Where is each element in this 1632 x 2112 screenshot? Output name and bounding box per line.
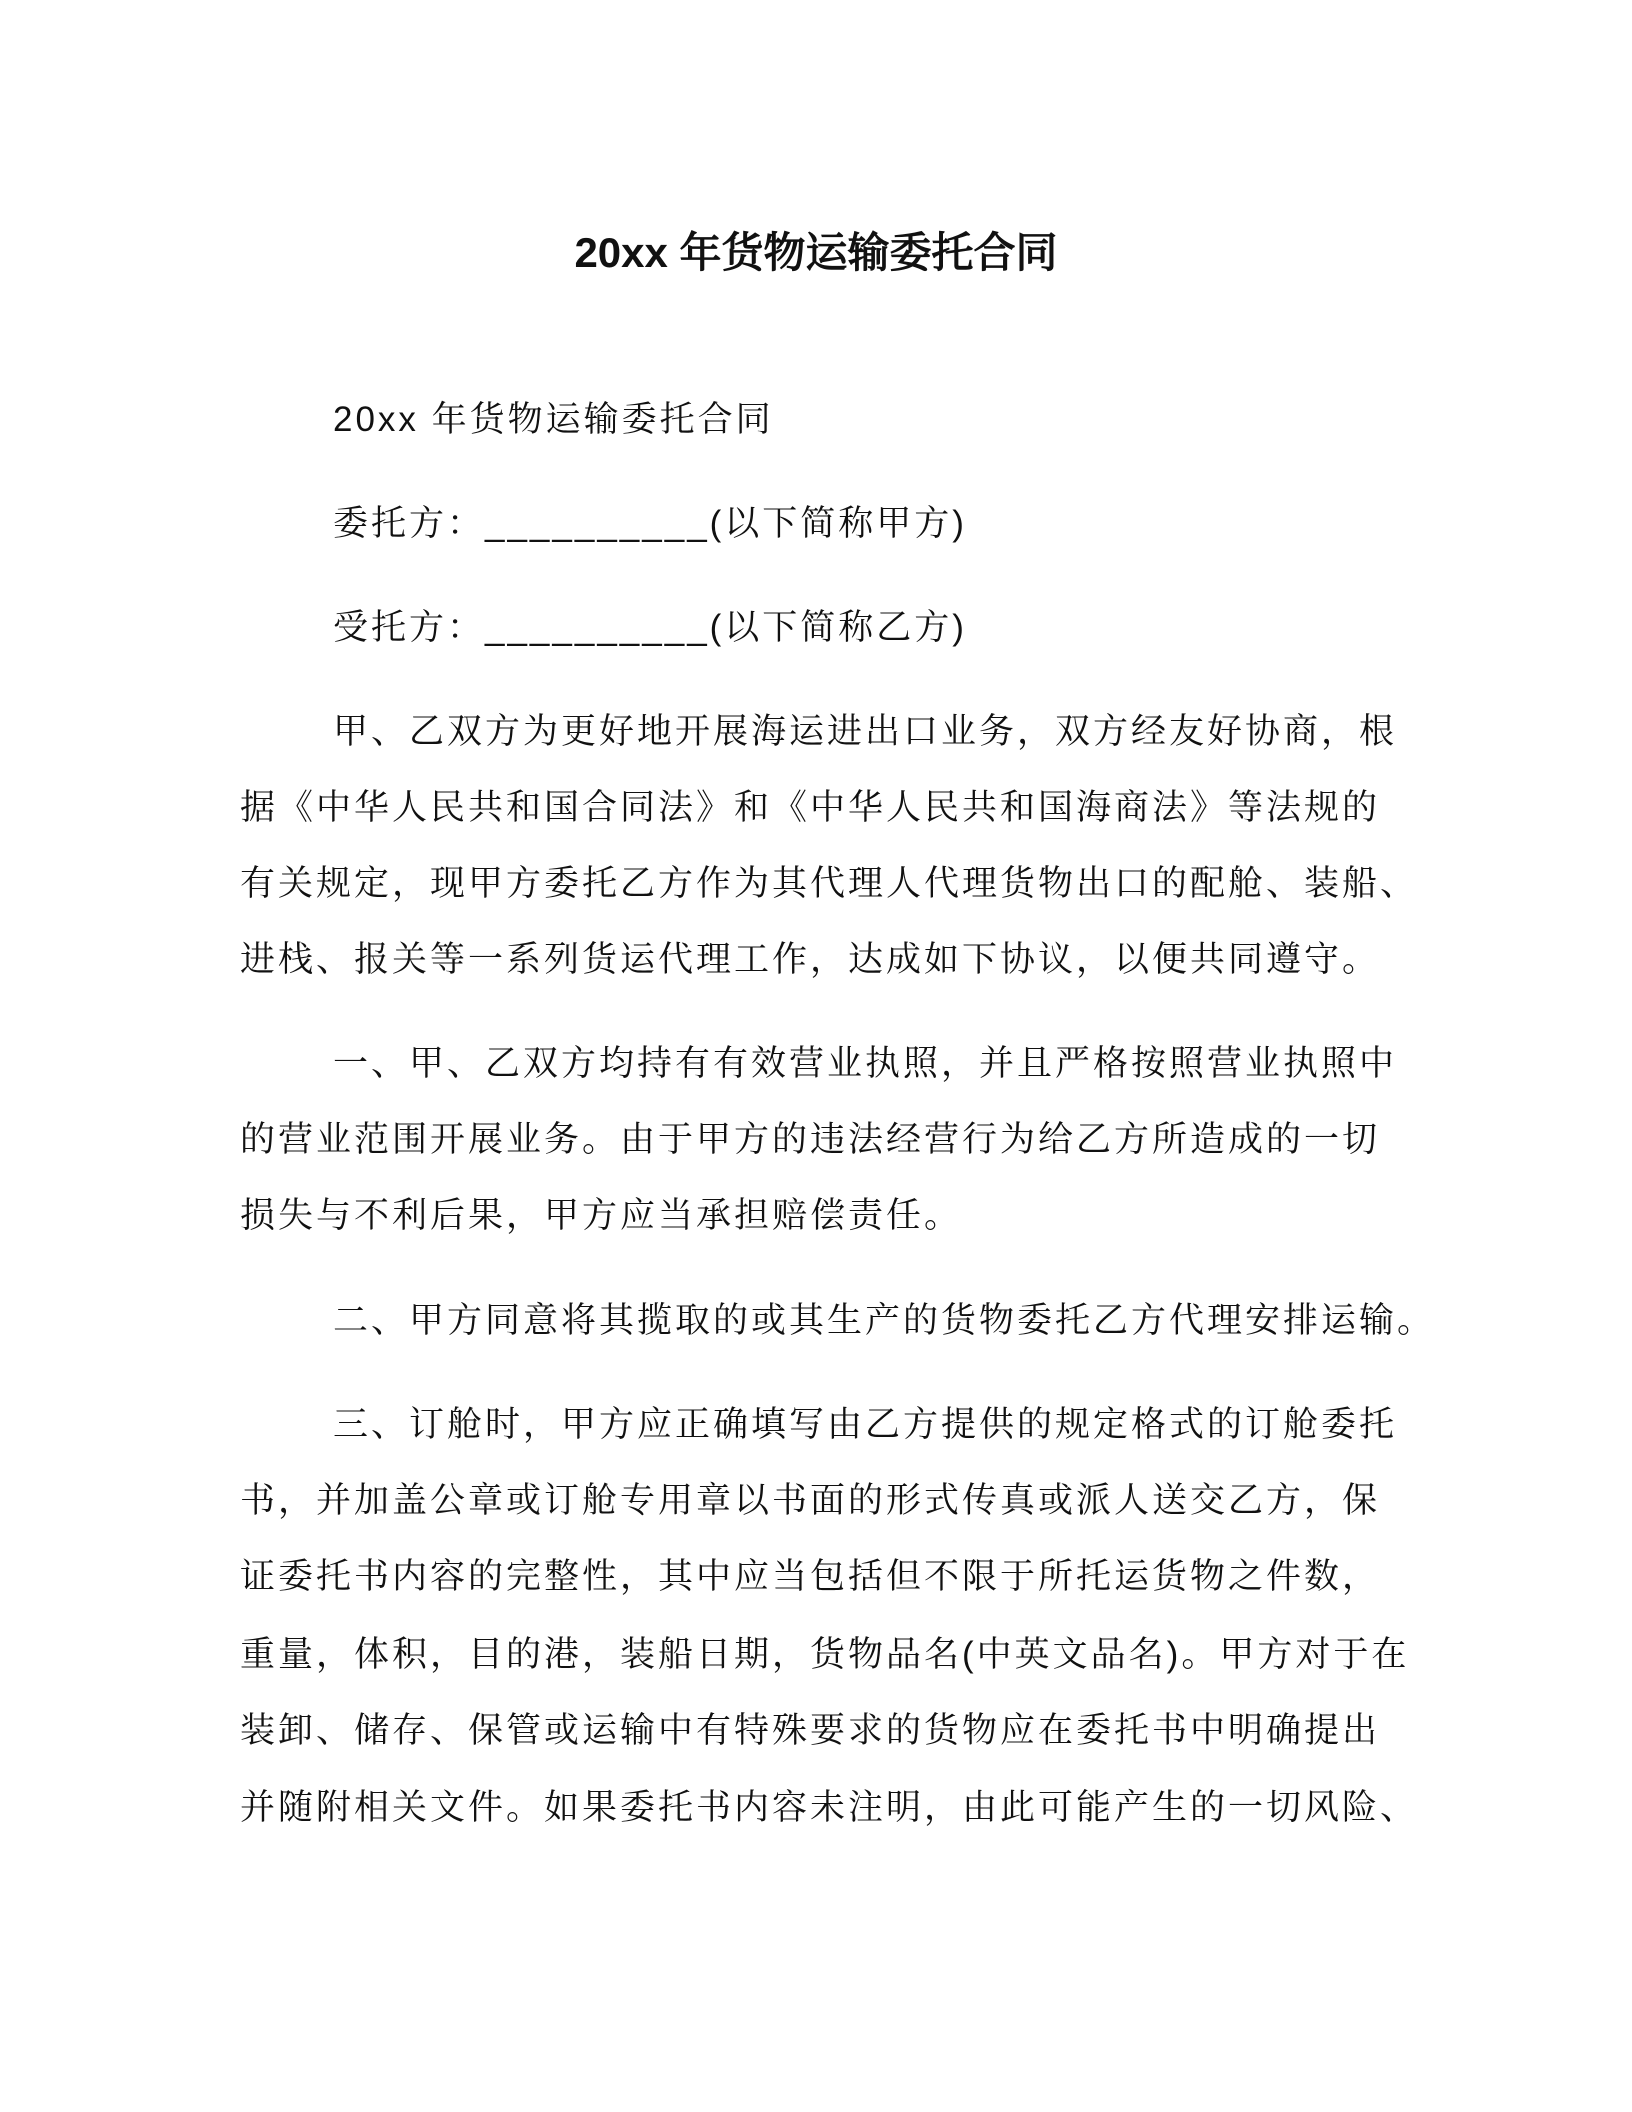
document-title: 20xx 年货物运输委托合同 <box>574 229 1058 276</box>
clause-1-line: 的营业范围开展业务。由于甲方的违法经营行为给乙方所造成的一切 <box>240 1120 1381 1159</box>
clause-3-line: 证委托书内容的完整性，其中应当包括但不限于所托运货物之件数， <box>240 1557 1381 1596</box>
paragraph-line: 甲、乙双方为更好地开展海运进出口业务，双方经友好协商，根 <box>333 712 1398 751</box>
subtitle-line: 20xx 年货物运输委托合同 <box>333 400 774 439</box>
clause-3-line: 三、订舱时，甲方应正确填写由乙方提供的规定格式的订舱委托 <box>333 1405 1398 1444</box>
client-party-line: 委托方：__________(以下简称甲方) <box>333 504 967 543</box>
agent-party-line: 受托方：__________(以下简称乙方) <box>333 608 967 647</box>
clause-3-line: 书，并加盖公章或订舱专用章以书面的形式传真或派人送交乙方，保 <box>240 1481 1381 1520</box>
paragraph-line: 有关规定，现甲方委托乙方作为其代理人代理货物出口的配舱、装船、 <box>240 864 1419 903</box>
clause-3-line: 装卸、储存、保管或运输中有特殊要求的货物应在委托书中明确提出 <box>240 1711 1381 1750</box>
clause-3-line: 重量，体积，目的港，装船日期，货物品名(中英文品名)。甲方对于在 <box>240 1635 1410 1674</box>
paragraph-line: 进栈、报关等一系列货运代理工作，达成如下协议，以便共同遵守。 <box>240 940 1381 979</box>
clause-1-line: 损失与不利后果，甲方应当承担赔偿责任。 <box>240 1196 963 1235</box>
paragraph-line: 据《中华人民共和国合同法》和《中华人民共和国海商法》等法规的 <box>240 788 1381 827</box>
clause-3-line: 并随附相关文件。如果委托书内容未注明，由此可能产生的一切风险、 <box>240 1788 1419 1827</box>
clause-1-line: 一、甲、乙双方均持有有效营业执照，并且严格按照营业执照中 <box>333 1044 1398 1083</box>
clause-2-line: 二、甲方同意将其揽取的或其生产的货物委托乙方代理安排运输。 <box>333 1301 1436 1340</box>
